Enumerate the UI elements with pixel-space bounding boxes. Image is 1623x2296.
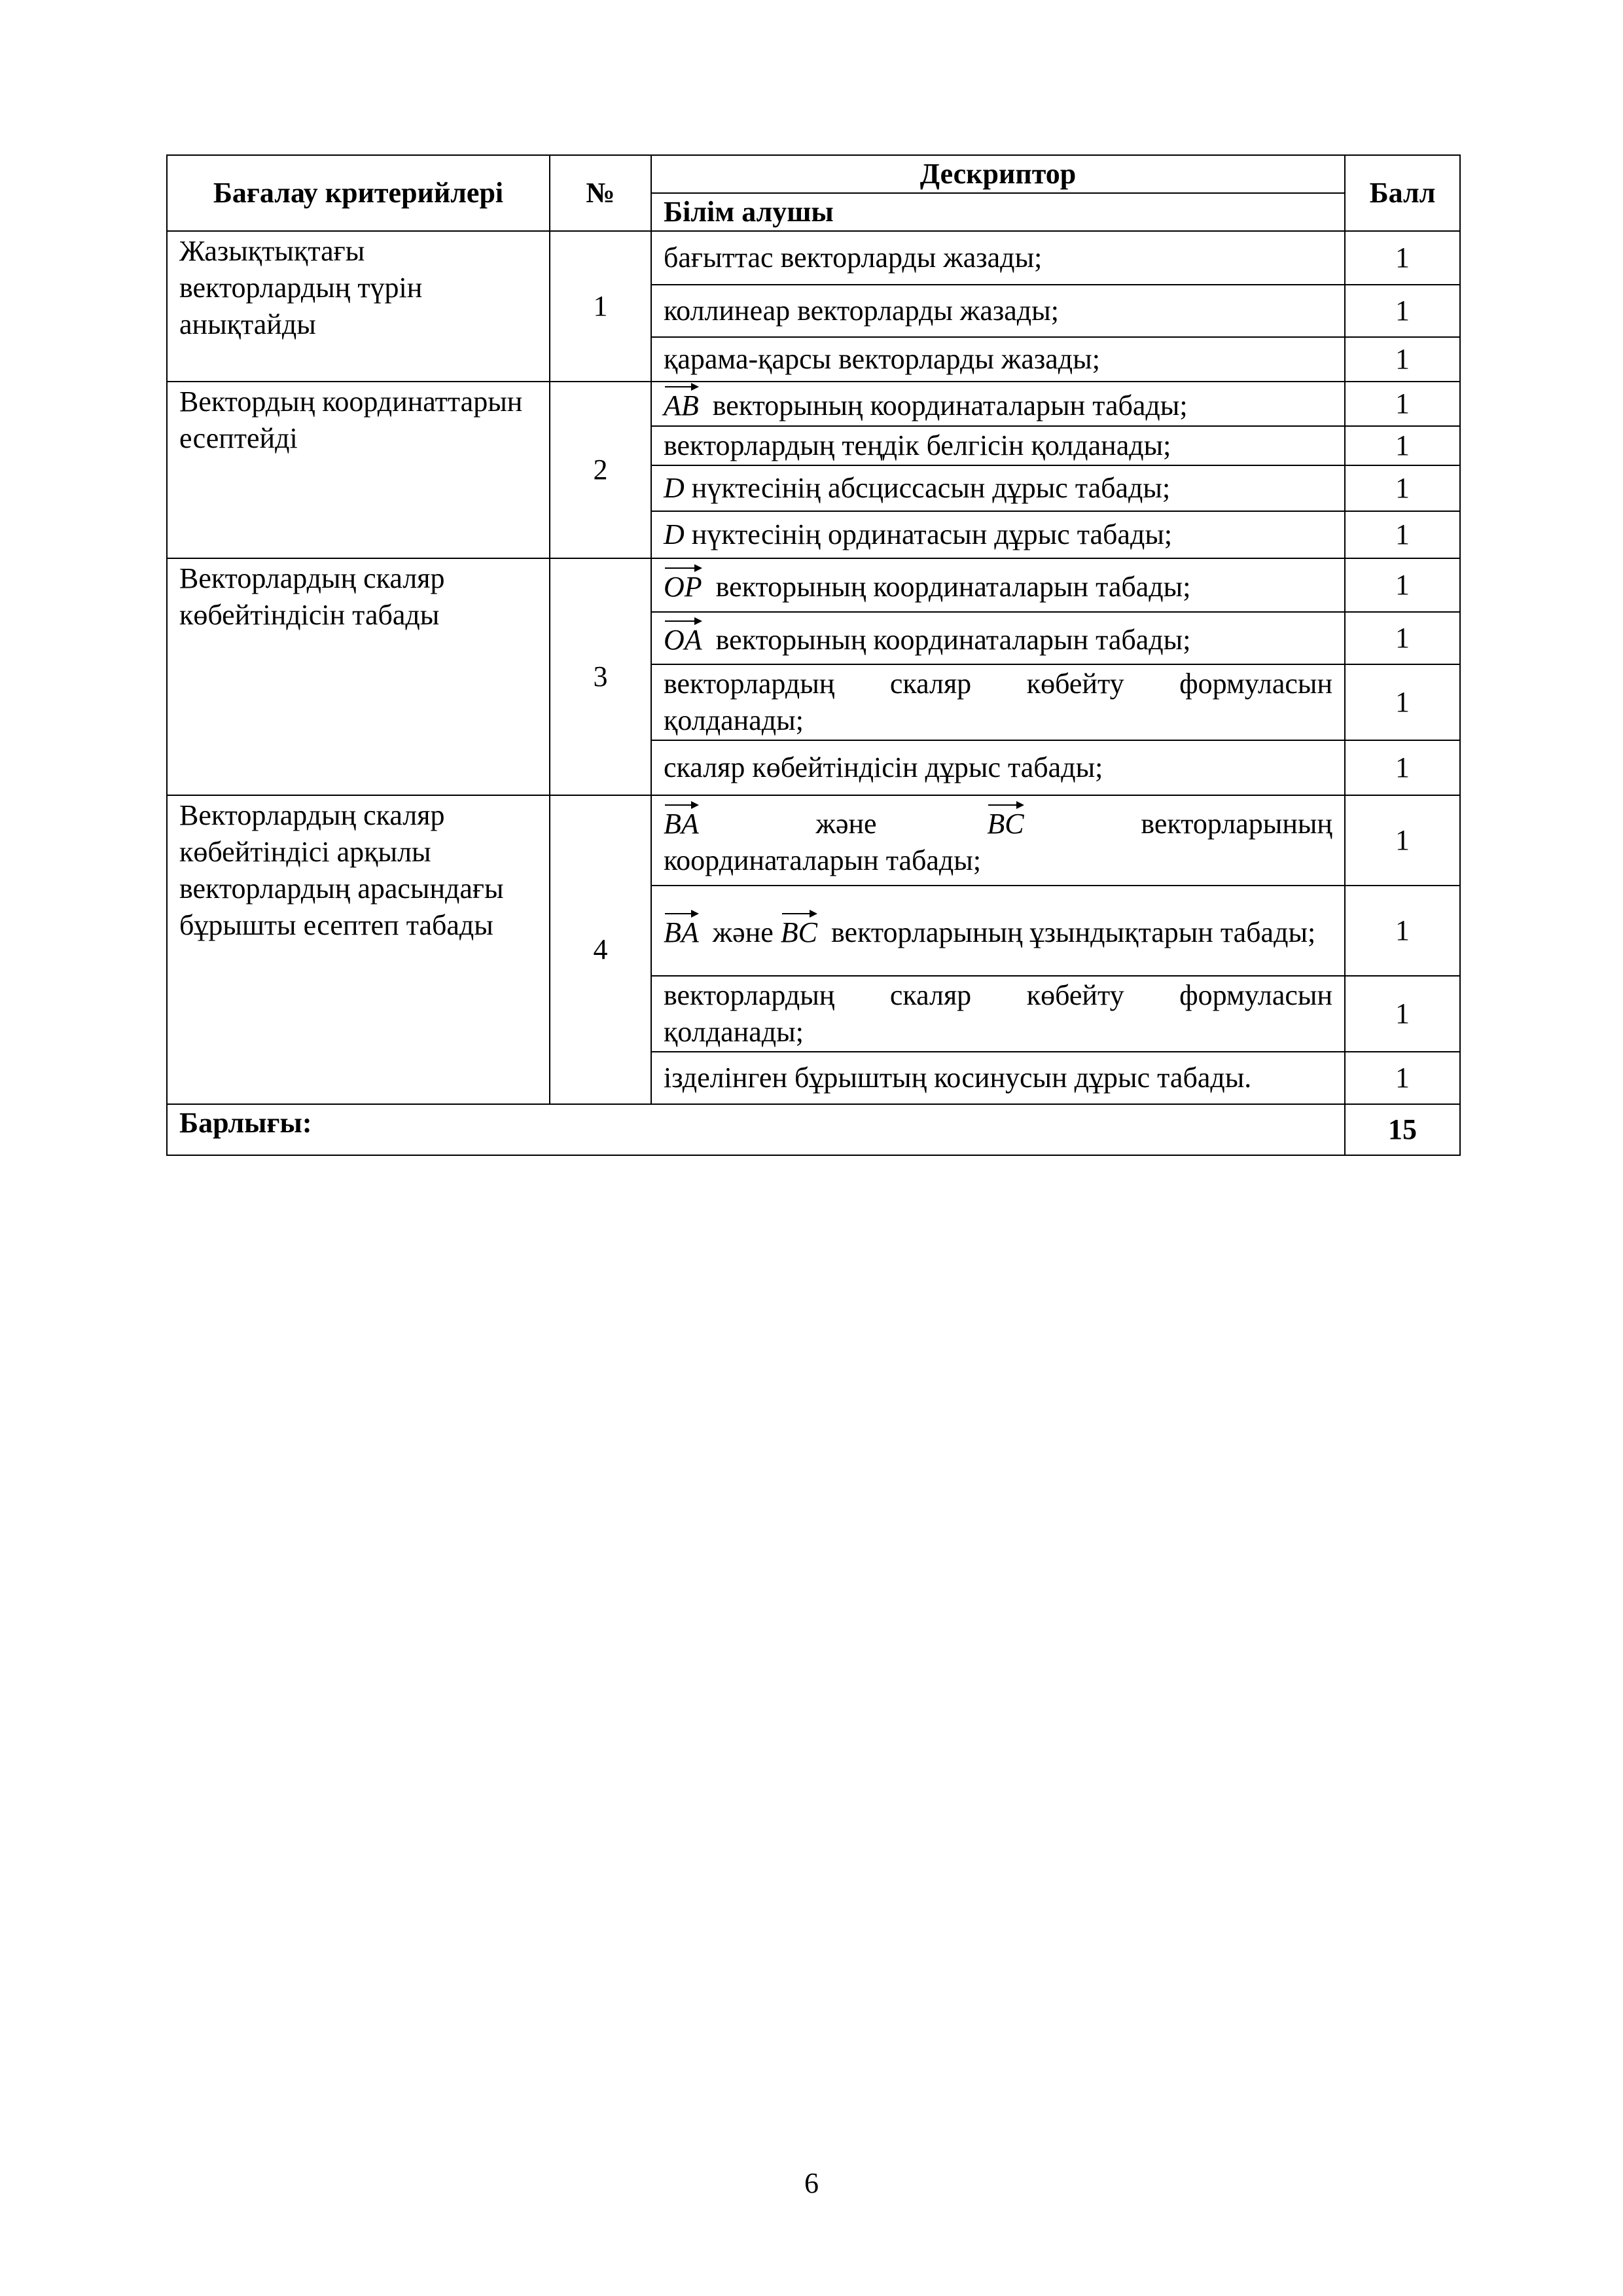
descriptor-text: векторының координаталарын табады;: [715, 571, 1191, 603]
descriptor-score: 1: [1345, 231, 1460, 285]
descriptor: [651, 795, 1345, 886]
assessment-rubric-table: [166, 154, 1461, 1156]
vector-ab: AB: [664, 384, 699, 424]
descriptor-text: нүктесінің ординатасын дұрыс табады;: [691, 518, 1173, 550]
vector-op: OP: [664, 565, 702, 605]
descriptor-score: 1: [1345, 337, 1460, 382]
descriptor-text: векторларының ұзындықтарын табады;: [831, 916, 1316, 948]
descriptor: [651, 886, 1345, 976]
total-row: [167, 1104, 1460, 1155]
descriptor-text: векторының координаталарын табады;: [712, 389, 1188, 422]
vector-bc: BC: [781, 910, 817, 951]
header-row: [167, 155, 1460, 193]
descriptor-score: 1: [1345, 976, 1460, 1052]
descriptor-first-line: [664, 802, 1332, 842]
vector-ba: BA: [664, 910, 699, 951]
criterion-number: 1: [550, 231, 651, 382]
descriptor: скаляр көбейтіндісін дұрыс табады;: [651, 740, 1345, 795]
rubric-row: [167, 558, 1460, 612]
descriptor-score: 1: [1345, 612, 1460, 664]
criterion-title: Жазықтықтағы векторлардың түрін анықтайды: [167, 231, 550, 382]
descriptor: коллинеар векторларды жазады;: [651, 285, 1345, 337]
vector-ba: BA: [664, 802, 699, 842]
header-descriptor: Дескриптор: [651, 155, 1345, 193]
criterion-title: Векторлардың скаляр көбейтіндісін табады: [167, 558, 550, 795]
descriptor-score: 1: [1345, 511, 1460, 558]
descriptor: бағыттас векторларды жазады;: [651, 231, 1345, 285]
descriptor: [651, 382, 1345, 426]
descriptor-score: 1: [1345, 795, 1460, 886]
vector-bc: BC: [987, 802, 1024, 842]
descriptor-text: нүктесінің абсциссасын дұрыс табады;: [691, 472, 1171, 504]
descriptor-score: 1: [1345, 382, 1460, 426]
header-learner: Білім алушы: [651, 193, 1345, 231]
descriptor: векторлардың скаляр көбейту формуласын қолданады;: [651, 664, 1345, 740]
descriptor-word: векторларының: [1141, 808, 1332, 840]
descriptor-score: 1: [1345, 465, 1460, 511]
rubric-row: [167, 382, 1460, 426]
criterion-number: 3: [550, 558, 651, 795]
descriptor-text: векторының координаталарын табады;: [715, 624, 1191, 656]
total-label: Барлығы:: [167, 1104, 1345, 1155]
vector-oa: OA: [664, 618, 702, 658]
rubric-row: [167, 231, 1460, 285]
descriptor-score: 1: [1345, 558, 1460, 612]
criterion-title: Векторлардың скаляр көбейтіндісі арқылы векторлардың арасындағы бұрышты есептеп табады: [167, 795, 550, 1104]
page-number: 6: [804, 2167, 819, 2199]
descriptor-score: 1: [1345, 285, 1460, 337]
criterion-number: 4: [550, 795, 651, 1104]
criterion-number: 2: [550, 382, 651, 558]
conjunction: және: [815, 808, 877, 840]
descriptor: векторлардың скаляр көбейту формуласын қолданады;: [651, 976, 1345, 1052]
descriptor: қарама-қарсы векторларды жазады;: [651, 337, 1345, 382]
conjunction: және: [712, 916, 774, 948]
descriptor: [651, 511, 1345, 558]
descriptor-text: координаталарын табады;: [664, 844, 982, 876]
descriptor-score: 1: [1345, 426, 1460, 465]
descriptor-score: 1: [1345, 1052, 1460, 1104]
descriptor-score: 1: [1345, 740, 1460, 795]
descriptor-score: 1: [1345, 664, 1460, 740]
total-value: 15: [1345, 1104, 1460, 1155]
descriptor: векторлардың теңдік белгісін қолданады;: [651, 426, 1345, 465]
descriptor: ізделінген бұрыштың косинусын дұрыс табады.: [651, 1052, 1345, 1104]
header-score: Балл: [1345, 155, 1460, 231]
point-d: D: [664, 518, 685, 550]
header-criteria: Бағалау критерийлері: [167, 155, 550, 231]
criterion-title: Вектордың координаттарын есептейді: [167, 382, 550, 558]
header-number: №: [550, 155, 651, 231]
descriptor: [651, 465, 1345, 511]
descriptor-score: 1: [1345, 886, 1460, 976]
point-d: D: [664, 472, 685, 504]
rubric-row: [167, 795, 1460, 886]
descriptor: [651, 558, 1345, 612]
descriptor: [651, 612, 1345, 664]
